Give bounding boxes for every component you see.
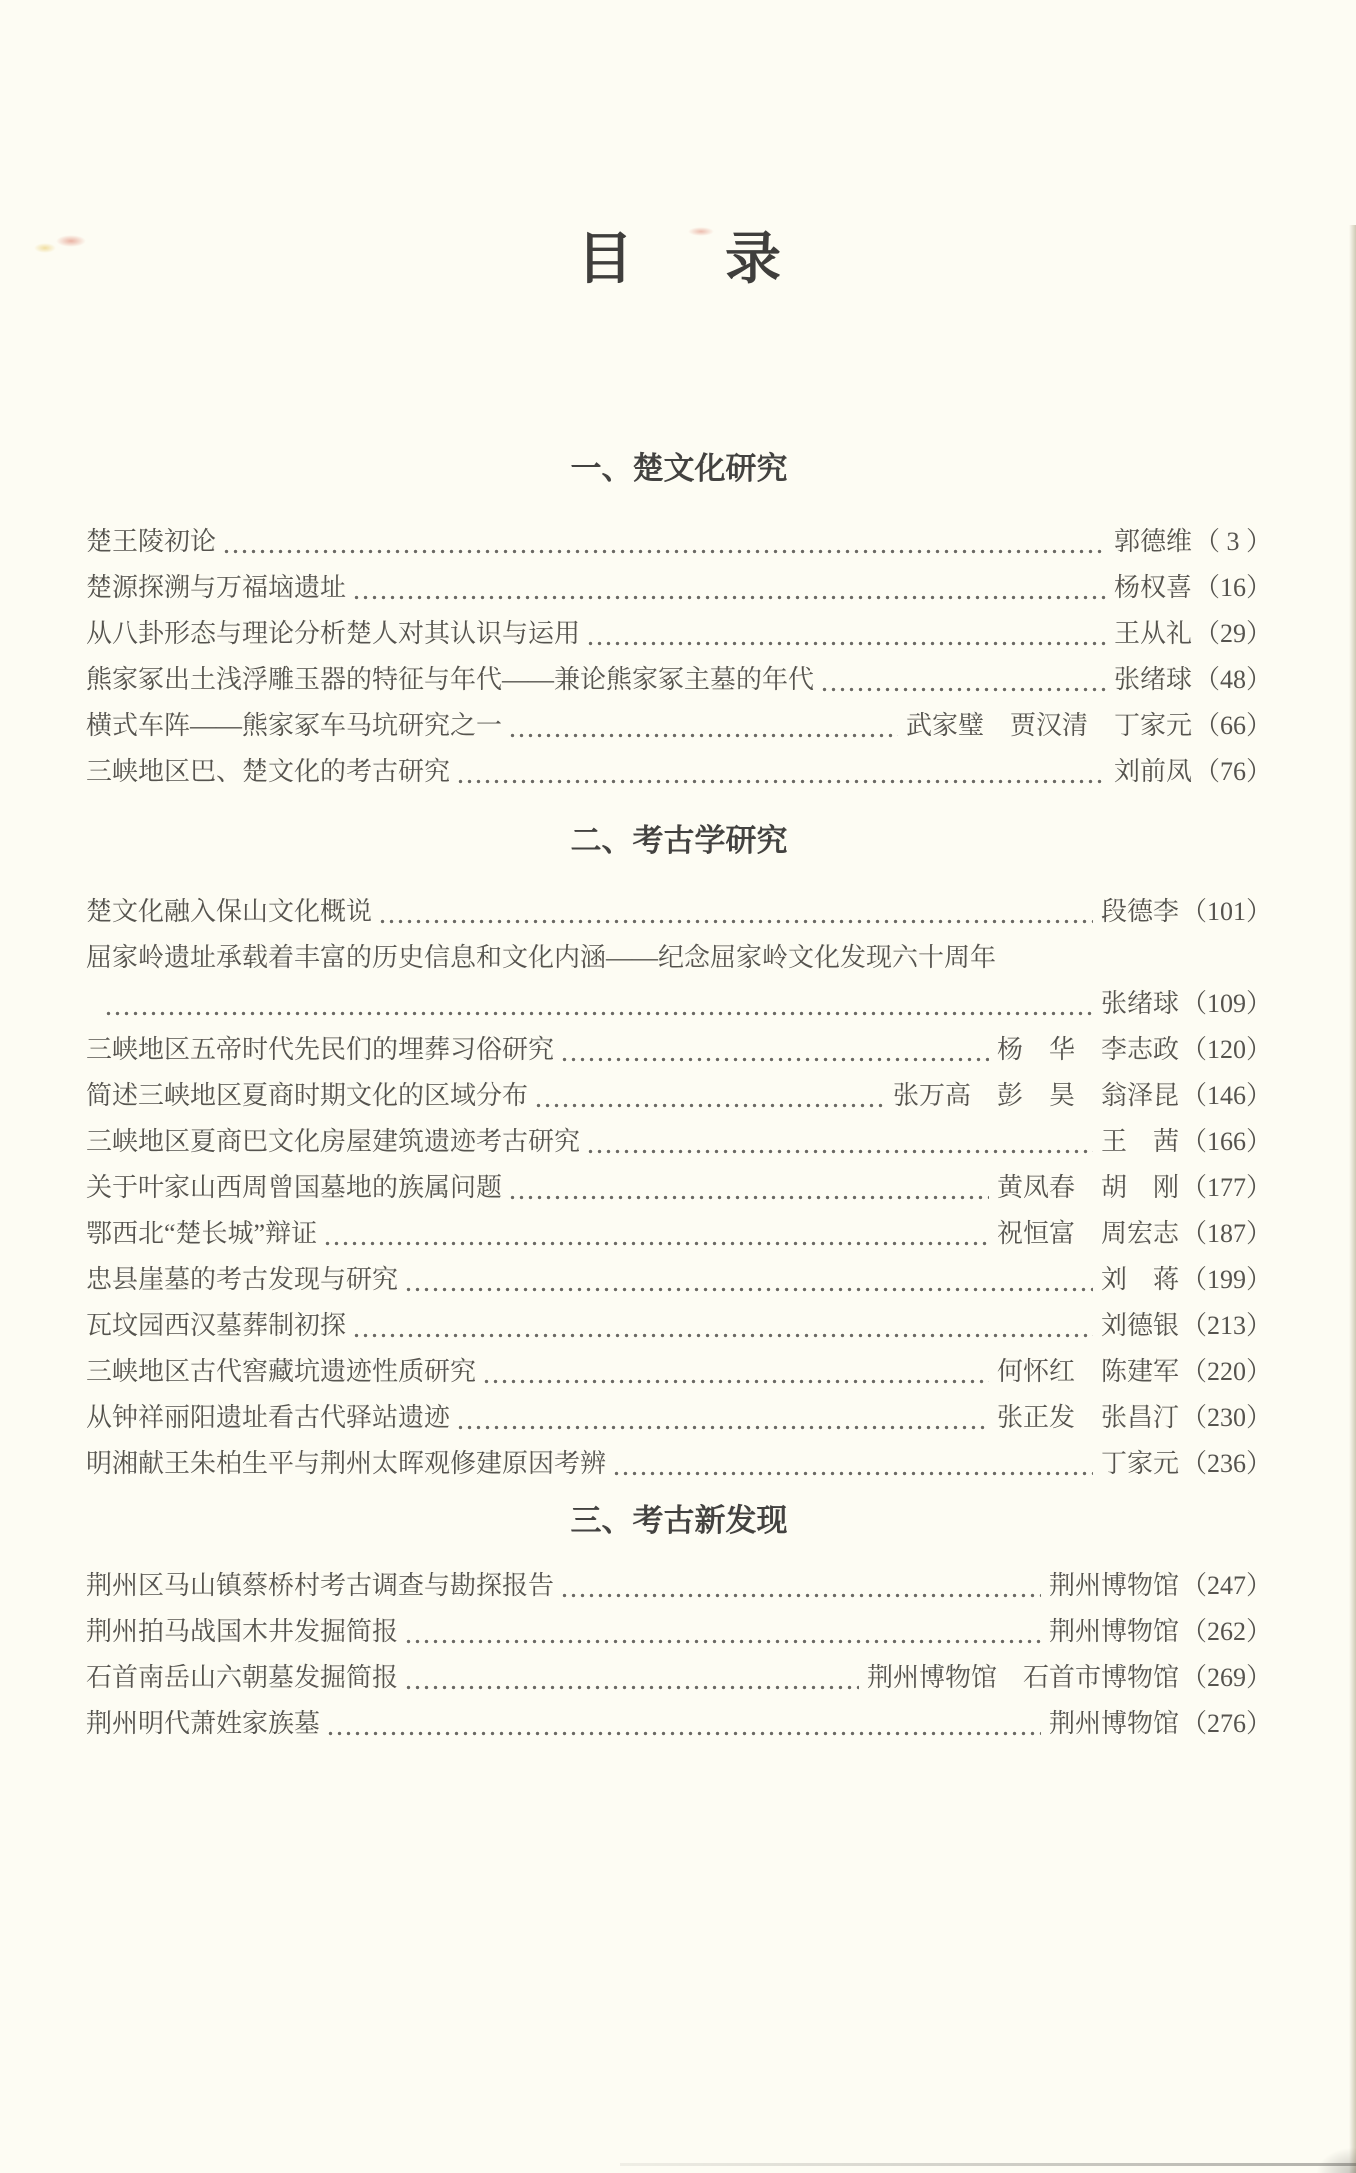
dot-leader bbox=[222, 549, 1106, 554]
entry-title: 荆州明代萧姓家族墓 bbox=[86, 1709, 321, 1738]
entry-title: 鄂西北“楚长城”辩证 bbox=[86, 1219, 318, 1248]
entry-authors: 郭德维 bbox=[1113, 527, 1192, 556]
entry-authors: 杨权喜 bbox=[1113, 573, 1192, 602]
page-title-char: 录 bbox=[725, 229, 781, 291]
entry-title: 楚源探溯与万福垴遗址 bbox=[86, 573, 347, 602]
entry-authors: 荆州博物馆 bbox=[1048, 1571, 1179, 1600]
entry-authors: 刘前凤 bbox=[1113, 757, 1192, 786]
entry-title: 简述三峡地区夏商时期文化的区域分布 bbox=[86, 1081, 529, 1110]
dot-leader bbox=[326, 1731, 1041, 1736]
toc-entry bbox=[86, 611, 1272, 657]
entry-authors: 荆州博物馆 石首市博物馆 bbox=[866, 1663, 1179, 1692]
entry-title: 屈家岭遗址承载着丰富的历史信息和文化内涵——纪念屈家岭文化发现六十周年 bbox=[86, 943, 997, 972]
entry-page: （269） bbox=[1180, 1663, 1272, 1692]
dot-leader bbox=[404, 1287, 1093, 1292]
toc-entry bbox=[86, 1701, 1272, 1747]
dot-leader bbox=[404, 1685, 859, 1690]
dot-leader bbox=[586, 1149, 1093, 1154]
toc-entry bbox=[86, 1609, 1272, 1655]
entry-authors: 刘德银 bbox=[1100, 1311, 1179, 1340]
dot-leader bbox=[560, 1057, 989, 1062]
dot-leader bbox=[352, 595, 1106, 600]
entry-title: 楚文化融入保山文化概说 bbox=[86, 897, 373, 926]
dot-leader bbox=[508, 1195, 989, 1200]
entry-page: （166） bbox=[1180, 1127, 1272, 1156]
toc-entry bbox=[86, 657, 1272, 703]
toc-entry bbox=[86, 1211, 1272, 1257]
entry-title: 明湘献王朱柏生平与荆州太晖观修建原因考辨 bbox=[86, 1449, 607, 1478]
entry-title: 楚王陵初论 bbox=[86, 527, 217, 556]
entry-authors: 张万高 彭 昊 翁泽昆 bbox=[892, 1081, 1179, 1110]
toc-entry bbox=[86, 565, 1272, 611]
entry-page: （101） bbox=[1180, 897, 1272, 926]
entry-page: （48） bbox=[1193, 665, 1272, 694]
entry-page: （199） bbox=[1180, 1265, 1272, 1294]
entry-title: 从八卦形态与理论分析楚人对其认识与运用 bbox=[86, 619, 581, 648]
entry-authors: 杨 华 李志政 bbox=[996, 1035, 1179, 1064]
section-heading-3: 三、考古新发现 bbox=[570, 1503, 788, 1538]
entry-page: （ 3 ） bbox=[1193, 527, 1272, 556]
toc-entry bbox=[86, 1303, 1272, 1349]
entry-page: （236） bbox=[1180, 1449, 1272, 1478]
entry-page: （177） bbox=[1180, 1173, 1272, 1202]
entry-title: 荆州区马山镇蔡桥村考古调查与勘探报告 bbox=[86, 1571, 555, 1600]
dot-leader bbox=[104, 1011, 1093, 1016]
entry-authors: 张绪球 bbox=[1100, 989, 1179, 1018]
toc-entry bbox=[86, 703, 1272, 749]
entry-page: （276） bbox=[1180, 1709, 1272, 1738]
entry-page: （109） bbox=[1180, 989, 1272, 1018]
entry-authors: 丁家元 bbox=[1100, 1449, 1179, 1478]
toc-entry bbox=[86, 889, 1272, 935]
entry-page: （187） bbox=[1180, 1219, 1272, 1248]
entry-page: （220） bbox=[1180, 1357, 1272, 1386]
entry-page: （262） bbox=[1180, 1617, 1272, 1646]
toc-entry bbox=[86, 1441, 1272, 1487]
toc-section-2 bbox=[86, 889, 1272, 1487]
entry-title: 石首南岳山六朝墓发掘简报 bbox=[86, 1663, 399, 1692]
dot-leader bbox=[820, 687, 1106, 692]
entry-page: （29） bbox=[1193, 619, 1272, 648]
toc-page bbox=[0, 225, 1356, 1747]
dot-leader bbox=[378, 919, 1093, 924]
entry-authors: 荆州博物馆 bbox=[1048, 1709, 1179, 1738]
entry-page: （16） bbox=[1193, 573, 1272, 602]
entry-authors: 段德李 bbox=[1100, 897, 1179, 926]
dot-leader bbox=[456, 779, 1106, 784]
entry-authors: 武家璧 贾汉清 丁家元 bbox=[905, 711, 1192, 740]
page-corner-shadow bbox=[1316, 2147, 1356, 2173]
toc-entry bbox=[86, 1395, 1272, 1441]
toc-section-3 bbox=[86, 1563, 1272, 1747]
entry-authors: 王 茜 bbox=[1100, 1127, 1179, 1156]
dot-leader bbox=[560, 1593, 1041, 1598]
entry-page: （120） bbox=[1180, 1035, 1272, 1064]
dot-leader bbox=[456, 1425, 989, 1430]
toc-section-1 bbox=[86, 519, 1272, 795]
dot-leader bbox=[352, 1333, 1093, 1338]
entry-title: 荆州拍马战国木井发掘简报 bbox=[86, 1617, 399, 1646]
entry-title: 瓦坟园西汉墓葬制初探 bbox=[86, 1311, 347, 1340]
page-title bbox=[86, 225, 1272, 295]
toc-entry-wrapped-title bbox=[86, 935, 1272, 981]
entry-authors: 黄凤春 胡 刚 bbox=[996, 1173, 1179, 1202]
dot-leader bbox=[586, 641, 1106, 646]
entry-title: 从钟祥丽阳遗址看古代驿站遗迹 bbox=[86, 1403, 451, 1432]
toc-entry bbox=[86, 1119, 1272, 1165]
entry-authors: 何怀红 陈建军 bbox=[996, 1357, 1179, 1386]
section-heading-1: 一、楚文化研究 bbox=[570, 451, 788, 486]
entry-title: 三峡地区夏商巴文化房屋建筑遗迹考古研究 bbox=[86, 1127, 581, 1156]
toc-entry bbox=[86, 1257, 1272, 1303]
dot-leader bbox=[534, 1103, 885, 1108]
toc-entry bbox=[86, 1563, 1272, 1609]
entry-page: （66） bbox=[1193, 711, 1272, 740]
dot-leader bbox=[404, 1639, 1041, 1644]
page-edge-shadow-right bbox=[1349, 225, 1356, 2173]
entry-page: （247） bbox=[1180, 1571, 1272, 1600]
toc-entry bbox=[86, 1027, 1272, 1073]
entry-authors: 王从礼 bbox=[1113, 619, 1192, 648]
dot-leader bbox=[612, 1471, 1093, 1476]
entry-page: （76） bbox=[1193, 757, 1272, 786]
entry-page: （146） bbox=[1180, 1081, 1272, 1110]
entry-title: 三峡地区五帝时代先民们的埋葬习俗研究 bbox=[86, 1035, 555, 1064]
entry-authors: 祝恒富 周宏志 bbox=[996, 1219, 1179, 1248]
toc-entry bbox=[86, 1655, 1272, 1701]
entry-page: （230） bbox=[1180, 1403, 1272, 1432]
entry-authors: 张正发 张昌汀 bbox=[996, 1403, 1179, 1432]
dot-leader bbox=[323, 1241, 989, 1246]
entry-authors: 荆州博物馆 bbox=[1048, 1617, 1179, 1646]
toc-entry bbox=[86, 1349, 1272, 1395]
entry-authors: 张绪球 bbox=[1113, 665, 1192, 694]
toc-entry bbox=[86, 519, 1272, 565]
toc-entry bbox=[86, 749, 1272, 795]
dot-leader bbox=[482, 1379, 989, 1384]
section-heading-2: 二、考古学研究 bbox=[570, 823, 788, 858]
page-edge-shadow-bottom bbox=[620, 2163, 1356, 2166]
toc-entry bbox=[86, 1073, 1272, 1119]
toc-entry bbox=[86, 1165, 1272, 1211]
entry-title: 熊家冢出土浅浮雕玉器的特征与年代——兼论熊家冢主墓的年代 bbox=[86, 665, 815, 694]
toc-entry-wrapped-continuation bbox=[86, 981, 1272, 1027]
entry-authors: 刘 蒋 bbox=[1100, 1265, 1179, 1294]
dot-leader bbox=[508, 733, 898, 738]
entry-title: 关于叶家山西周曾国墓地的族属问题 bbox=[86, 1173, 503, 1202]
entry-title: 三峡地区古代窖藏坑遗迹性质研究 bbox=[86, 1357, 477, 1386]
entry-page: （213） bbox=[1180, 1311, 1272, 1340]
entry-title: 三峡地区巴、楚文化的考古研究 bbox=[86, 757, 451, 786]
entry-title: 横式车阵——熊家冢车马坑研究之一 bbox=[86, 711, 503, 740]
entry-title: 忠县崖墓的考古发现与研究 bbox=[86, 1265, 399, 1294]
page-title-char: 目 bbox=[577, 229, 633, 291]
